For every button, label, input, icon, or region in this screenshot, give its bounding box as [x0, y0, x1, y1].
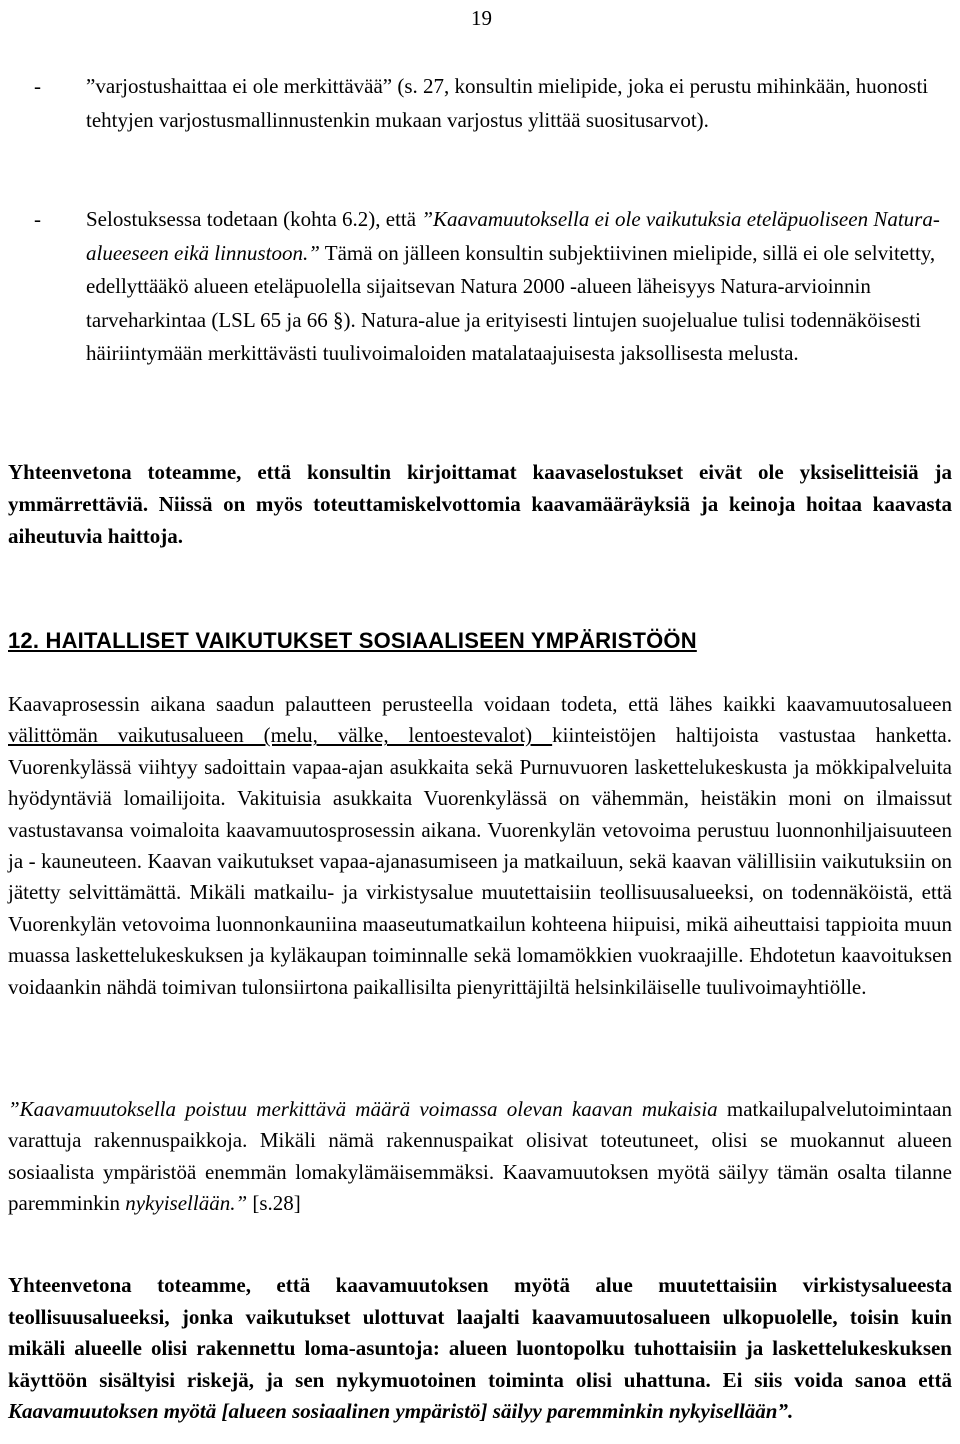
list-item	[8, 70, 952, 137]
page-reference: [s.28]	[247, 1191, 301, 1216]
list-item-text: ”varjostushaittaa ei ole merkittävää” (s. 27, konsultin mielipide, joka ei perustu mihinkään, huonosti tehtyjen varjostusmallinnustenkin mukaan varjostus ylittää suositusarvot).	[86, 74, 929, 132]
quote-text: matkailupalvelutoimintaan varattuja rakennuspaikkoja. Mikäli nämä rakennuspaikat olisivat toteutuneet, olisi se muokannut alueen sosiaalista ympäristöä enemmän lomakylämäisemmäksi. Kaavamuutoksen myötä säilyy tämän osalta tilanne paremminkin	[8, 1097, 952, 1216]
quoted-paragraph	[8, 1094, 952, 1220]
list-item-text-rest: Tämä on jälleen konsultin subjektiivinen mielipide, sillä ei ole selvitetty, edellyttääkö alueen eteläpuolella sijaitsevan Natura 2000 -alueen läheisyys Natura-arvioinnin tarveharkintaa (LSL 65 ja 66 §). Natura-alue ja erityisesti lintujen suojelualue tulisi todennäköisesti häiriintymään merkittävästi tuulivoimaloiden matalataajuisesta jaksollisesta melusta.	[86, 240, 936, 365]
summary-paragraph: Yhteenvetona toteamme, että konsultin kirjoittamat kaavaselostukset eivät ole yksiselitteisiä ja ymmärrettäviä. Niissä on myös toteuttamiskelvottomia kaavamääräyksiä ja keinoja hoitaa kaavasta aiheutuvia haittoja.	[8, 460, 952, 548]
list-item-text-intro: Selostuksessa todetaan (kohta 6.2), että	[86, 207, 422, 231]
summary-paragraph-2	[8, 1270, 952, 1428]
list-item-quote: ”Kaavamuutoksella ei ole vaikutuksia eteläpuoliseen Natura-alueeseen eikä linnustoon.”	[86, 207, 940, 265]
quote-italic-start: ”Kaavamuutoksella poistuu merkittävä määrä voimassa olevan kaavan mukaisia	[8, 1097, 718, 1121]
section-heading: 12. HAITALLISET VAIKUTUKSET SOSIAALISEEN YMPÄRISTÖÖN	[8, 628, 697, 653]
paragraph-text-intro: Kaavaprosessin aikana saadun palautteen perusteella voidaan todeta, että lähes kaikki kaavamuutosalueen	[8, 692, 952, 716]
summary-quote: Kaavamuutoksen myötä [alueen sosiaalinen ympäristö] säilyy paremminkin nykyisellään”.	[8, 1399, 794, 1424]
underlined-text: välittömän vaikutusalueen (melu, välke, lentoestevalot)	[8, 723, 553, 748]
list-item	[8, 203, 952, 371]
quote-italic-end: nykyisellään.”	[125, 1191, 248, 1216]
summary-text: Yhteenvetona toteamme, että kaavamuutoksen myötä alue muutettaisiin virkistysalueesta teollisuusalueeksi, jonka vaikutukset ulottuvat laajalti kaavamuutosalueen ulkopuolelle, toisin kuin mikäli alueelle olisi rakennettu loma-asuntoja: alueen luontopolku tuhottaisiin ja laskettelukeskuksen käyttöön sisältyisi riskejä, ja sen nykymuotoinen toiminta olisi uhattuna. Ei siis voida sanoa että	[8, 1273, 952, 1392]
list-bullet: -	[34, 74, 41, 98]
body-paragraph	[8, 689, 952, 1003]
page-number: 19	[471, 6, 492, 30]
paragraph-text-rest: kiinteistöjen haltijoista vastustaa hanketta. Vuorenkylässä viihtyy sadoittain vapaa-ajan asukkaita sekä Purnuvuoren laskettelukeskusta ja mökkipalveluita hyödyntäviä lomailijoita. Vakituisia asukkaita Vuorenkylässä on vähemmän, heistäkin moni on ilmaissut vastustavansa voimaloita kaavamuutosprosessin aikana. Vuorenkylän vetovoima perustuu luonnonhiljaisuuteen ja - kauneuteen. Kaavan vaikutukset vapaa-ajanasumiseen ja matkailuun, sekä kaavan välillisiin vaikutuksiin on jätetty selvittämättä. Mikäli matkailu- ja virkistysalue muutettaisiin teollisuusalueeksi, on todennäköistä, että Vuorenkylän vetovoima luonnonkauniina maaseutumatkailun kohteena hiipuisi, mikä aiheuttaisi tappioita muun muassa laskettelukeskuksen ja kyläkaupan toiminnalle sekä lomamökkien vuokraajille. Ehdotetun kaavoituksen voidaankin nähdä toimivan tulonsiirtona paikallisilta pienyrittäjiltä helsinkiläiselle tuulivoimayhtiölle.	[8, 723, 953, 999]
list-bullet: -	[34, 207, 41, 231]
